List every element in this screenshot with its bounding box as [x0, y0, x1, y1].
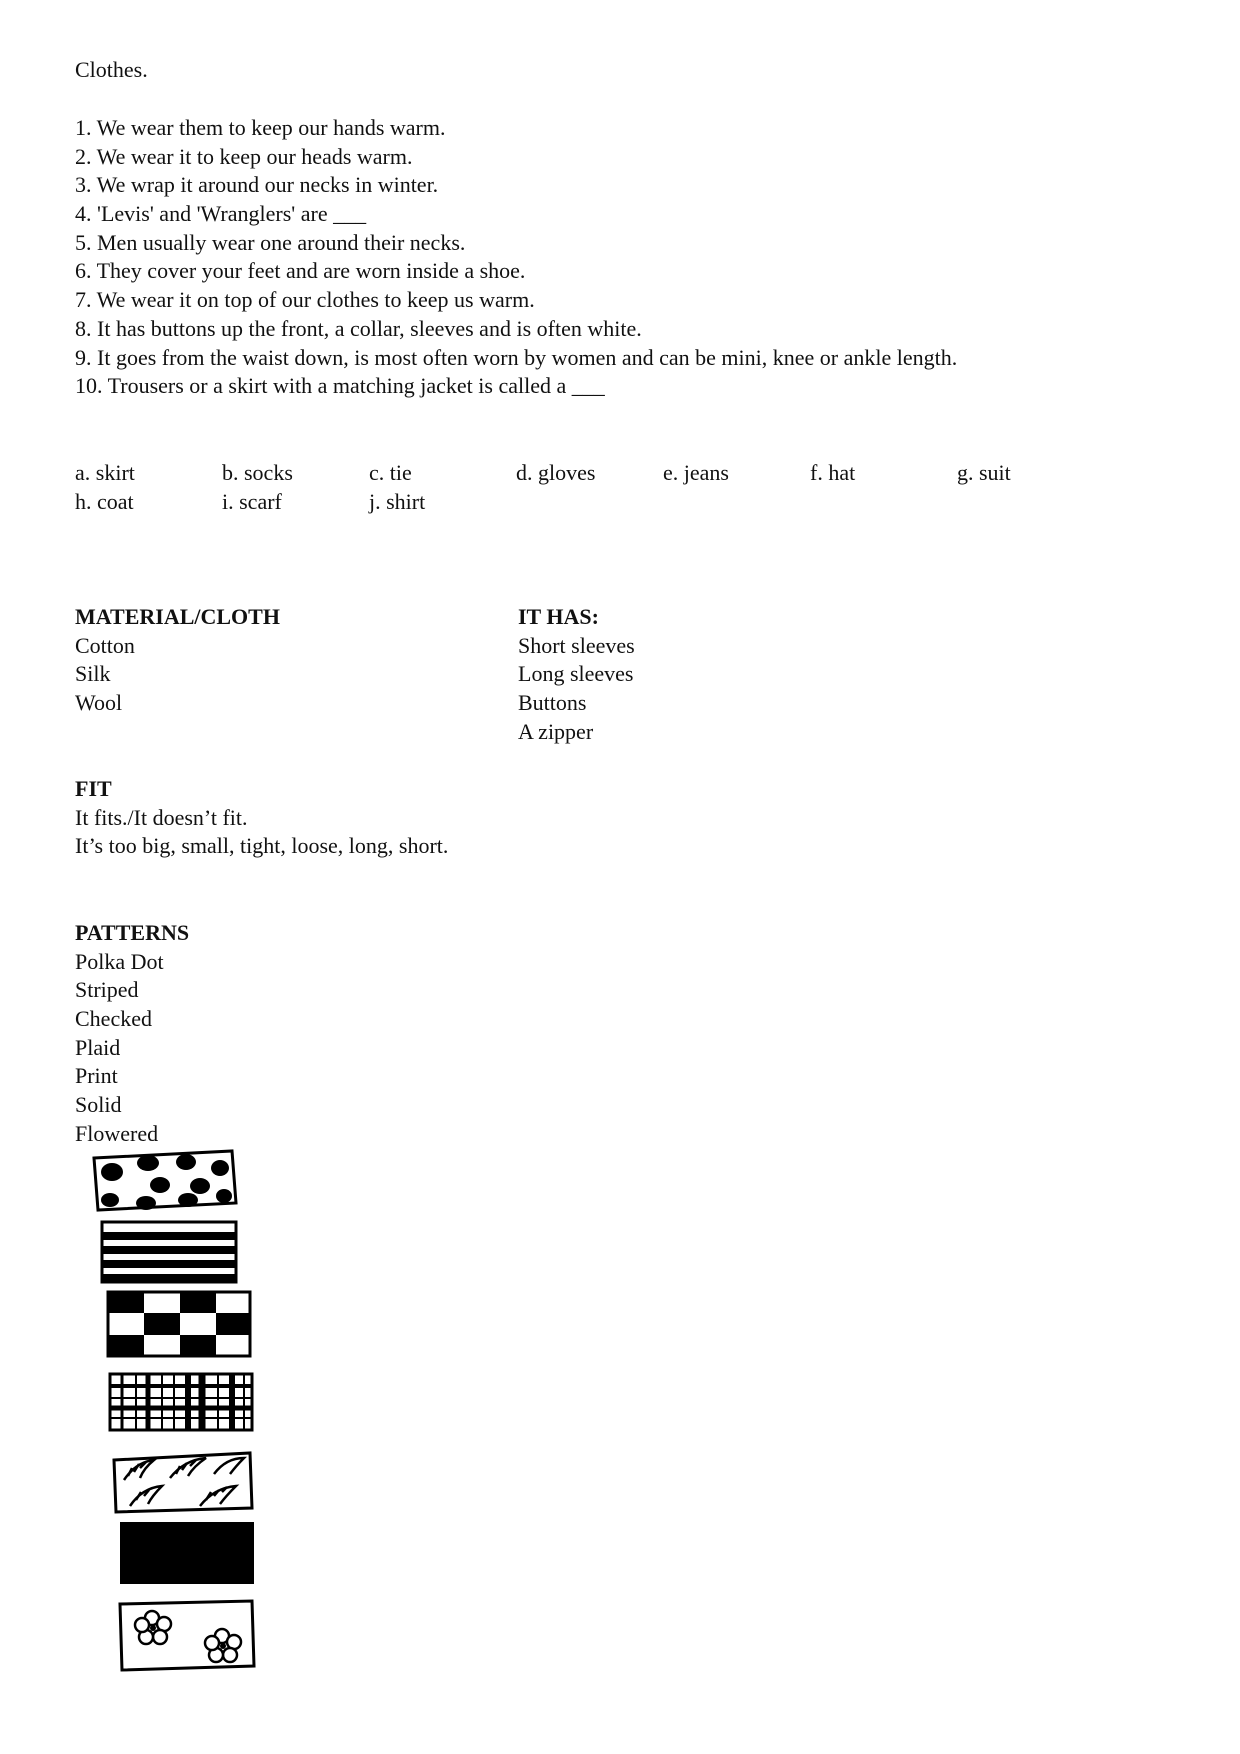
pattern-item: Print	[75, 1063, 118, 1089]
fit-line: It’s too big, small, tight, loose, long, short.	[75, 833, 449, 859]
answer-option: a. skirt	[75, 460, 135, 485]
material-section	[75, 603, 280, 718]
answer-row	[75, 459, 1175, 488]
question-item: 9. It goes from the waist down, is most often worn by women and can be mini, knee or ankle length.	[75, 344, 958, 370]
page-title: Clothes.	[75, 57, 148, 82]
question-item: 1. We wear them to keep our hands warm.	[75, 115, 446, 140]
answer-option: g. suit	[957, 460, 1011, 485]
answer-row	[75, 488, 1175, 517]
it-has-item: Short sleeves	[518, 632, 635, 658]
striped-swatch	[100, 1220, 240, 1286]
pattern-item: Checked	[75, 1006, 152, 1032]
it-has-item: Buttons	[518, 690, 587, 716]
question-item: 6. They cover your feet and are worn inside a shoe.	[75, 258, 526, 284]
pattern-item: Polka Dot	[75, 948, 164, 974]
question-item: 8. It has buttons up the front, a collar, sleeves and is often white.	[75, 315, 642, 341]
fit-section	[75, 775, 448, 861]
it-has-heading: IT HAS:	[518, 604, 599, 629]
pattern-item: Striped	[75, 977, 139, 1003]
flowered-swatch	[116, 1598, 258, 1672]
answer-options	[75, 459, 1175, 516]
question-list	[75, 114, 957, 401]
material-heading: MATERIAL/CLOTH	[75, 604, 280, 629]
material-item: Silk	[75, 661, 111, 687]
material-item: Cotton	[75, 632, 135, 658]
answer-option: f. hat	[810, 460, 856, 485]
it-has-section	[518, 603, 635, 746]
question-item: 10. Trousers or a skirt with a matching jacket is called a ___	[75, 373, 605, 399]
answer-option: h. coat	[75, 488, 134, 514]
patterns-heading: PATTERNS	[75, 920, 190, 945]
plaid-swatch	[108, 1372, 256, 1434]
question-item: 4. 'Levis' and 'Wranglers' are ___	[75, 201, 367, 227]
pattern-item: Flowered	[75, 1120, 159, 1146]
question-item: 2. We wear it to keep our heads warm.	[75, 143, 413, 169]
answer-option: j. shirt	[369, 488, 426, 514]
material-item: Wool	[75, 690, 123, 716]
print-swatch	[110, 1450, 256, 1516]
answer-option: b. socks	[222, 460, 293, 485]
polka-dot-swatch	[90, 1148, 240, 1214]
pattern-item: Solid	[75, 1092, 122, 1118]
it-has-item: Long sleeves	[518, 661, 634, 687]
question-item: 5. Men usually wear one around their necks.	[75, 229, 466, 255]
answer-option: e. jeans	[663, 460, 729, 485]
patterns-section	[75, 919, 189, 1149]
question-item: 7. We wear it on top of our clothes to keep us warm.	[75, 287, 535, 313]
fit-line: It fits./It doesn’t fit.	[75, 804, 248, 830]
answer-option: c. tie	[369, 460, 412, 485]
pattern-item: Plaid	[75, 1034, 121, 1060]
answer-option: d. gloves	[516, 460, 596, 485]
answer-option: i. scarf	[222, 488, 282, 514]
question-item: 3. We wrap it around our necks in winter.	[75, 172, 439, 198]
fit-heading: FIT	[75, 776, 112, 801]
checked-swatch	[106, 1290, 254, 1360]
solid-swatch	[118, 1520, 256, 1586]
it-has-item: A zipper	[518, 718, 594, 744]
